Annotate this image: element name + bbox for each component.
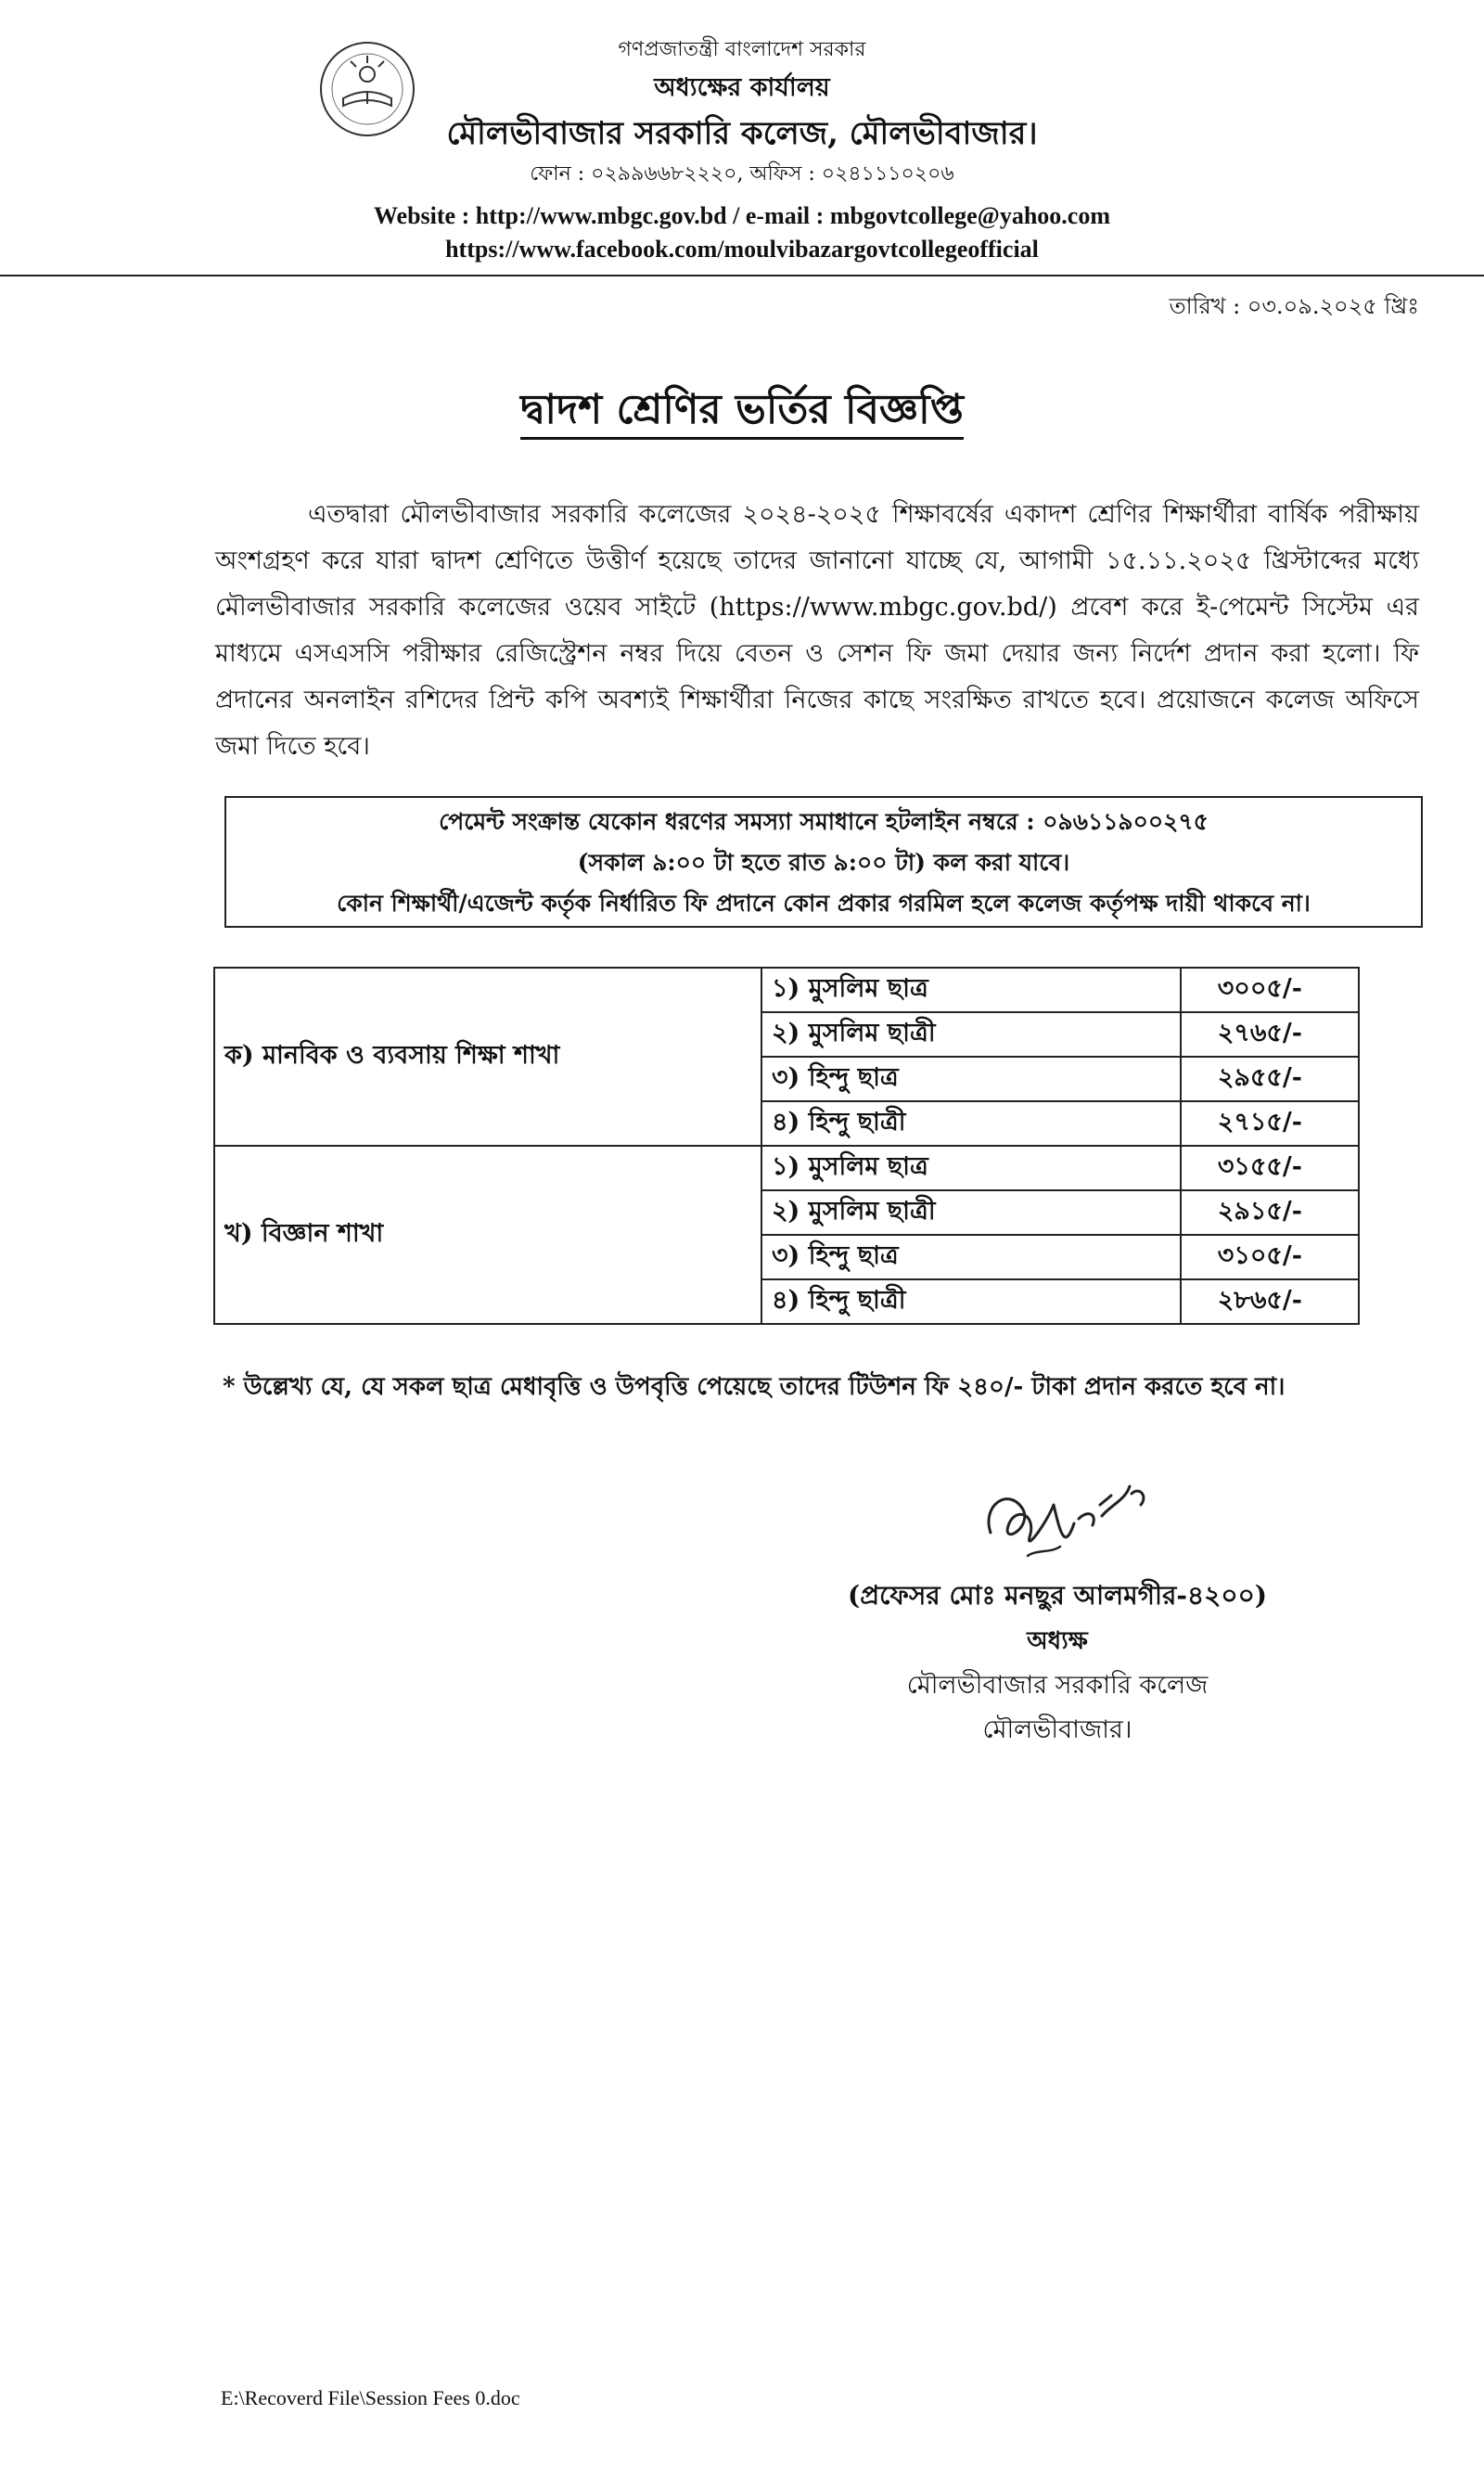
phone-line: ফোন : ০২৯৯৬৬৮২২২০, অফিস : ০২৪১১১০২০৬	[530, 162, 954, 186]
table-row	[214, 968, 1359, 1012]
fee-amount-text: ২৯৫৫/-	[1217, 1062, 1302, 1092]
notice-title	[0, 379, 1484, 446]
hotline-notice-box	[224, 796, 1423, 928]
student-group: ২) মুসলিম ছাত্রী	[761, 1012, 1181, 1057]
fee-amount	[1181, 1101, 1359, 1146]
signatory-college: মৌলভীবাজার সরকারি কলেজ	[906, 1671, 1209, 1700]
fee-amount-text: ২৮৬৫/-	[1217, 1285, 1302, 1315]
fee-table	[213, 967, 1360, 1325]
category-humanities-business: ক) মানবিক ও ব্যবসায় শিক্ষা শাখা	[214, 968, 761, 1146]
fee-amount	[1181, 1190, 1359, 1235]
student-group: ৪) হিন্দু ছাত্রী	[761, 1101, 1181, 1146]
category-science: খ) বিজ্ঞান শাখা	[214, 1146, 761, 1324]
tuition-footnote: * উল্লেখ্য যে, যে সকল ছাত্র মেধাবৃত্তি ও উপবৃত্তি পেয়েছে তাদের টিউশন ফি ২৪০/- টাকা প্রদান করতে হবে না।	[223, 1373, 1286, 1401]
notice-title-text: দ্বাদশ শ্রেণির ভর্তির বিজ্ঞপ্তি	[520, 386, 964, 440]
notice-body: এতদ্বারা মৌলভীবাজার সরকারি কলেজের ২০২৪-২০২৫ শিক্ষাবর্ষের একাদশ শ্রেণির শিক্ষার্থীরা বার্ষিক পরীক্ষায় অংশগ্রহণ করে যারা দ্বাদশ শ্রেণিতে উত্তীর্ণ হয়েছে তাদের জানানো যাচ্ছে যে, আগামী ১৫.১১.২০২৫ খ্রিস্টাব্দের মধ্যে মৌলভীবাজার সরকারি কলেজের ওয়েব সাইটে (https://www.mbgc.gov.bd/) প্রবেশ করে ই-পেমেন্ট সিস্টেম এর মাধ্যমে এসএসসি পরীক্ষার রেজিস্ট্রেশন নম্বর দিয়ে বেতন ও সেশন ফি জমা দেয়ার জন্য নির্দেশ প্রদান করা হলো। ফি প্রদানের অনলাইন রশিদের প্রিন্ট কপি অবশ্যই শিক্ষার্থীরা নিজের কাছে সংরক্ষিত রাখতে হবে। প্রয়োজনে কলেজ অফিসে জমা দিতে হবে।	[215, 500, 1420, 761]
fee-amount	[1181, 1057, 1359, 1101]
signature-scribble	[972, 1468, 1158, 1579]
facebook-link: https://www.facebook.com/moulvibazargovtcollegeofficial	[445, 236, 1039, 263]
fee-amount	[1181, 1012, 1359, 1057]
fee-amount	[1181, 1235, 1359, 1279]
signatory-designation: অধ্যক্ষ	[1027, 1627, 1088, 1655]
call-hours-line: (সকাল ৯:০০ টা হতে রাত ৯:০০ টা) কল করা যাবে।	[577, 849, 1070, 876]
fee-amount-text: ২৭৬৫/-	[1217, 1018, 1302, 1047]
fee-amount-text: ৩১৫৫/-	[1217, 1151, 1302, 1181]
table-row	[214, 1146, 1359, 1190]
disclaimer-line: কোন শিক্ষার্থী/এজেন্ট কর্তৃক নির্ধারিত ফি প্রদানে কোন প্রকার গরমিল হলে কলেজ কর্তৃপক্ষ দায়ী থাকবে না।	[337, 890, 1311, 917]
student-group: ৪) হিন্দু ছাত্রী	[761, 1279, 1181, 1324]
notice-date: তারিখ : ০৩.০৯.২০২৫ খ্রিঃ	[1169, 293, 1419, 319]
government-name: গণপ্রজাতন্ত্রী বাংলাদেশ সরকার	[618, 38, 866, 61]
student-group: ৩) হিন্দু ছাত্র	[761, 1235, 1181, 1279]
website-email-line: Website : http://www.mbgc.gov.bd / e-mail : mbgovtcollege@yahoo.com	[373, 202, 1110, 229]
fee-amount	[1181, 1279, 1359, 1324]
fee-amount-text: ২৭১৫/-	[1217, 1107, 1302, 1137]
student-group: ২) মুসলিম ছাত্রী	[761, 1190, 1181, 1235]
fee-amount-text: ৩০০৫/-	[1217, 973, 1302, 1003]
signatory-place: মৌলভীবাজার।	[982, 1715, 1132, 1744]
student-group: ১) মুসলিম ছাত্র	[761, 968, 1181, 1012]
header-divider	[0, 275, 1484, 276]
signatory-name: (প্রফেসর মোঃ মনছুর আলমগীর-৪২০০)	[847, 1580, 1268, 1611]
college-name: মৌলভীবাজার সরকারি কলেজ, মৌলভীবাজার।	[446, 115, 1038, 152]
file-path-footer: E:\Recoverd File\Session Fees 0.doc	[221, 2386, 520, 2409]
student-group: ১) মুসলিম ছাত্র	[761, 1146, 1181, 1190]
office-name: অধ্যক্ষের কার্যালয়	[654, 73, 830, 102]
student-group: ৩) হিন্দু ছাত্র	[761, 1057, 1181, 1101]
fee-amount	[1181, 968, 1359, 1012]
hotline-line: পেমেন্ট সংক্রান্ত যেকোন ধরণের সমস্যা সমাধানে হটলাইন নম্বরে : ০৯৬১১৯০০২৭৫	[439, 808, 1209, 835]
fee-amount	[1181, 1146, 1359, 1190]
fee-amount-text: ৩১০৫/-	[1217, 1240, 1302, 1270]
fee-amount-text: ২৯১৫/-	[1217, 1196, 1302, 1226]
